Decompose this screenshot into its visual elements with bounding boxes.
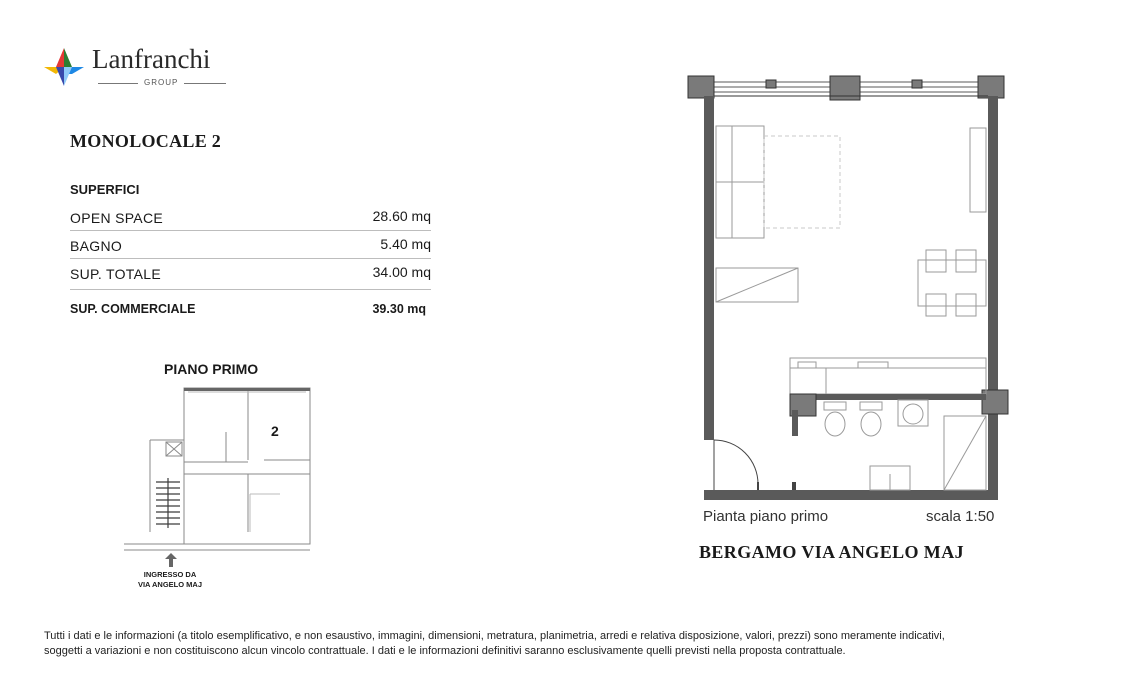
entrance-arrow-icon — [165, 553, 177, 567]
lanfranchi-logo-icon — [42, 46, 86, 88]
entrance-line2: VIA ANGELO MAJ — [137, 580, 203, 589]
surface-value: 5.40 mq — [380, 236, 431, 252]
key-plan-unit-number: 2 — [271, 423, 279, 439]
surface-row — [70, 231, 431, 259]
brand-sub-row — [98, 78, 226, 87]
disclaimer-line2: soggetti a variazioni e non costituiscono alcun vincolo contrattuale. I dati e le informazioni definitivi saranno esclusivamente quelli previsti nella proposta contrattuale. — [44, 645, 846, 657]
entrance-label — [120, 570, 220, 590]
commercial-label: SUP. COMMERCIALE — [70, 302, 196, 316]
surface-label: OPEN SPACE — [70, 210, 163, 226]
unit-title: MONOLOCALE 2 — [70, 131, 222, 151]
floor-plan-scale: scala 1:50 — [926, 508, 995, 525]
surface-label: BAGNO — [70, 238, 123, 254]
key-plan-title: PIANO PRIMO — [164, 361, 259, 377]
disclaimer-line1: Tutti i dati e le informazioni (a titolo esemplificativo, e non esaustivo, immagini, dimensioni, metratura, planimetria, arredi e relativa disposizione, valori, prezzi) sono meramente indicativi, — [44, 630, 945, 642]
floor-plan-caption: Pianta piano primo — [703, 508, 829, 525]
brand-rule-right — [184, 83, 226, 84]
commercial-surface-row — [70, 302, 431, 316]
surface-label: SUP. TOTALE — [70, 266, 161, 282]
brand-rule-left — [98, 83, 138, 84]
key-plan-drawing — [120, 382, 320, 554]
address-title: BERGAMO VIA ANGELO MAJ — [699, 542, 964, 562]
surface-row — [70, 203, 431, 231]
commercial-value: 39.30 mq — [372, 302, 426, 316]
brand-sub: GROUP — [144, 78, 179, 87]
surface-row — [70, 259, 431, 290]
brand-name: Lanfranchi — [92, 44, 211, 74]
surface-value: 28.60 mq — [372, 208, 431, 224]
legal-disclaimer — [44, 629, 1104, 659]
entrance-line1: INGRESSO DA — [143, 570, 197, 579]
surfaces-heading: SUPERFICI — [70, 182, 140, 197]
surface-value: 34.00 mq — [372, 264, 431, 280]
floor-plan-drawing — [680, 70, 1015, 505]
